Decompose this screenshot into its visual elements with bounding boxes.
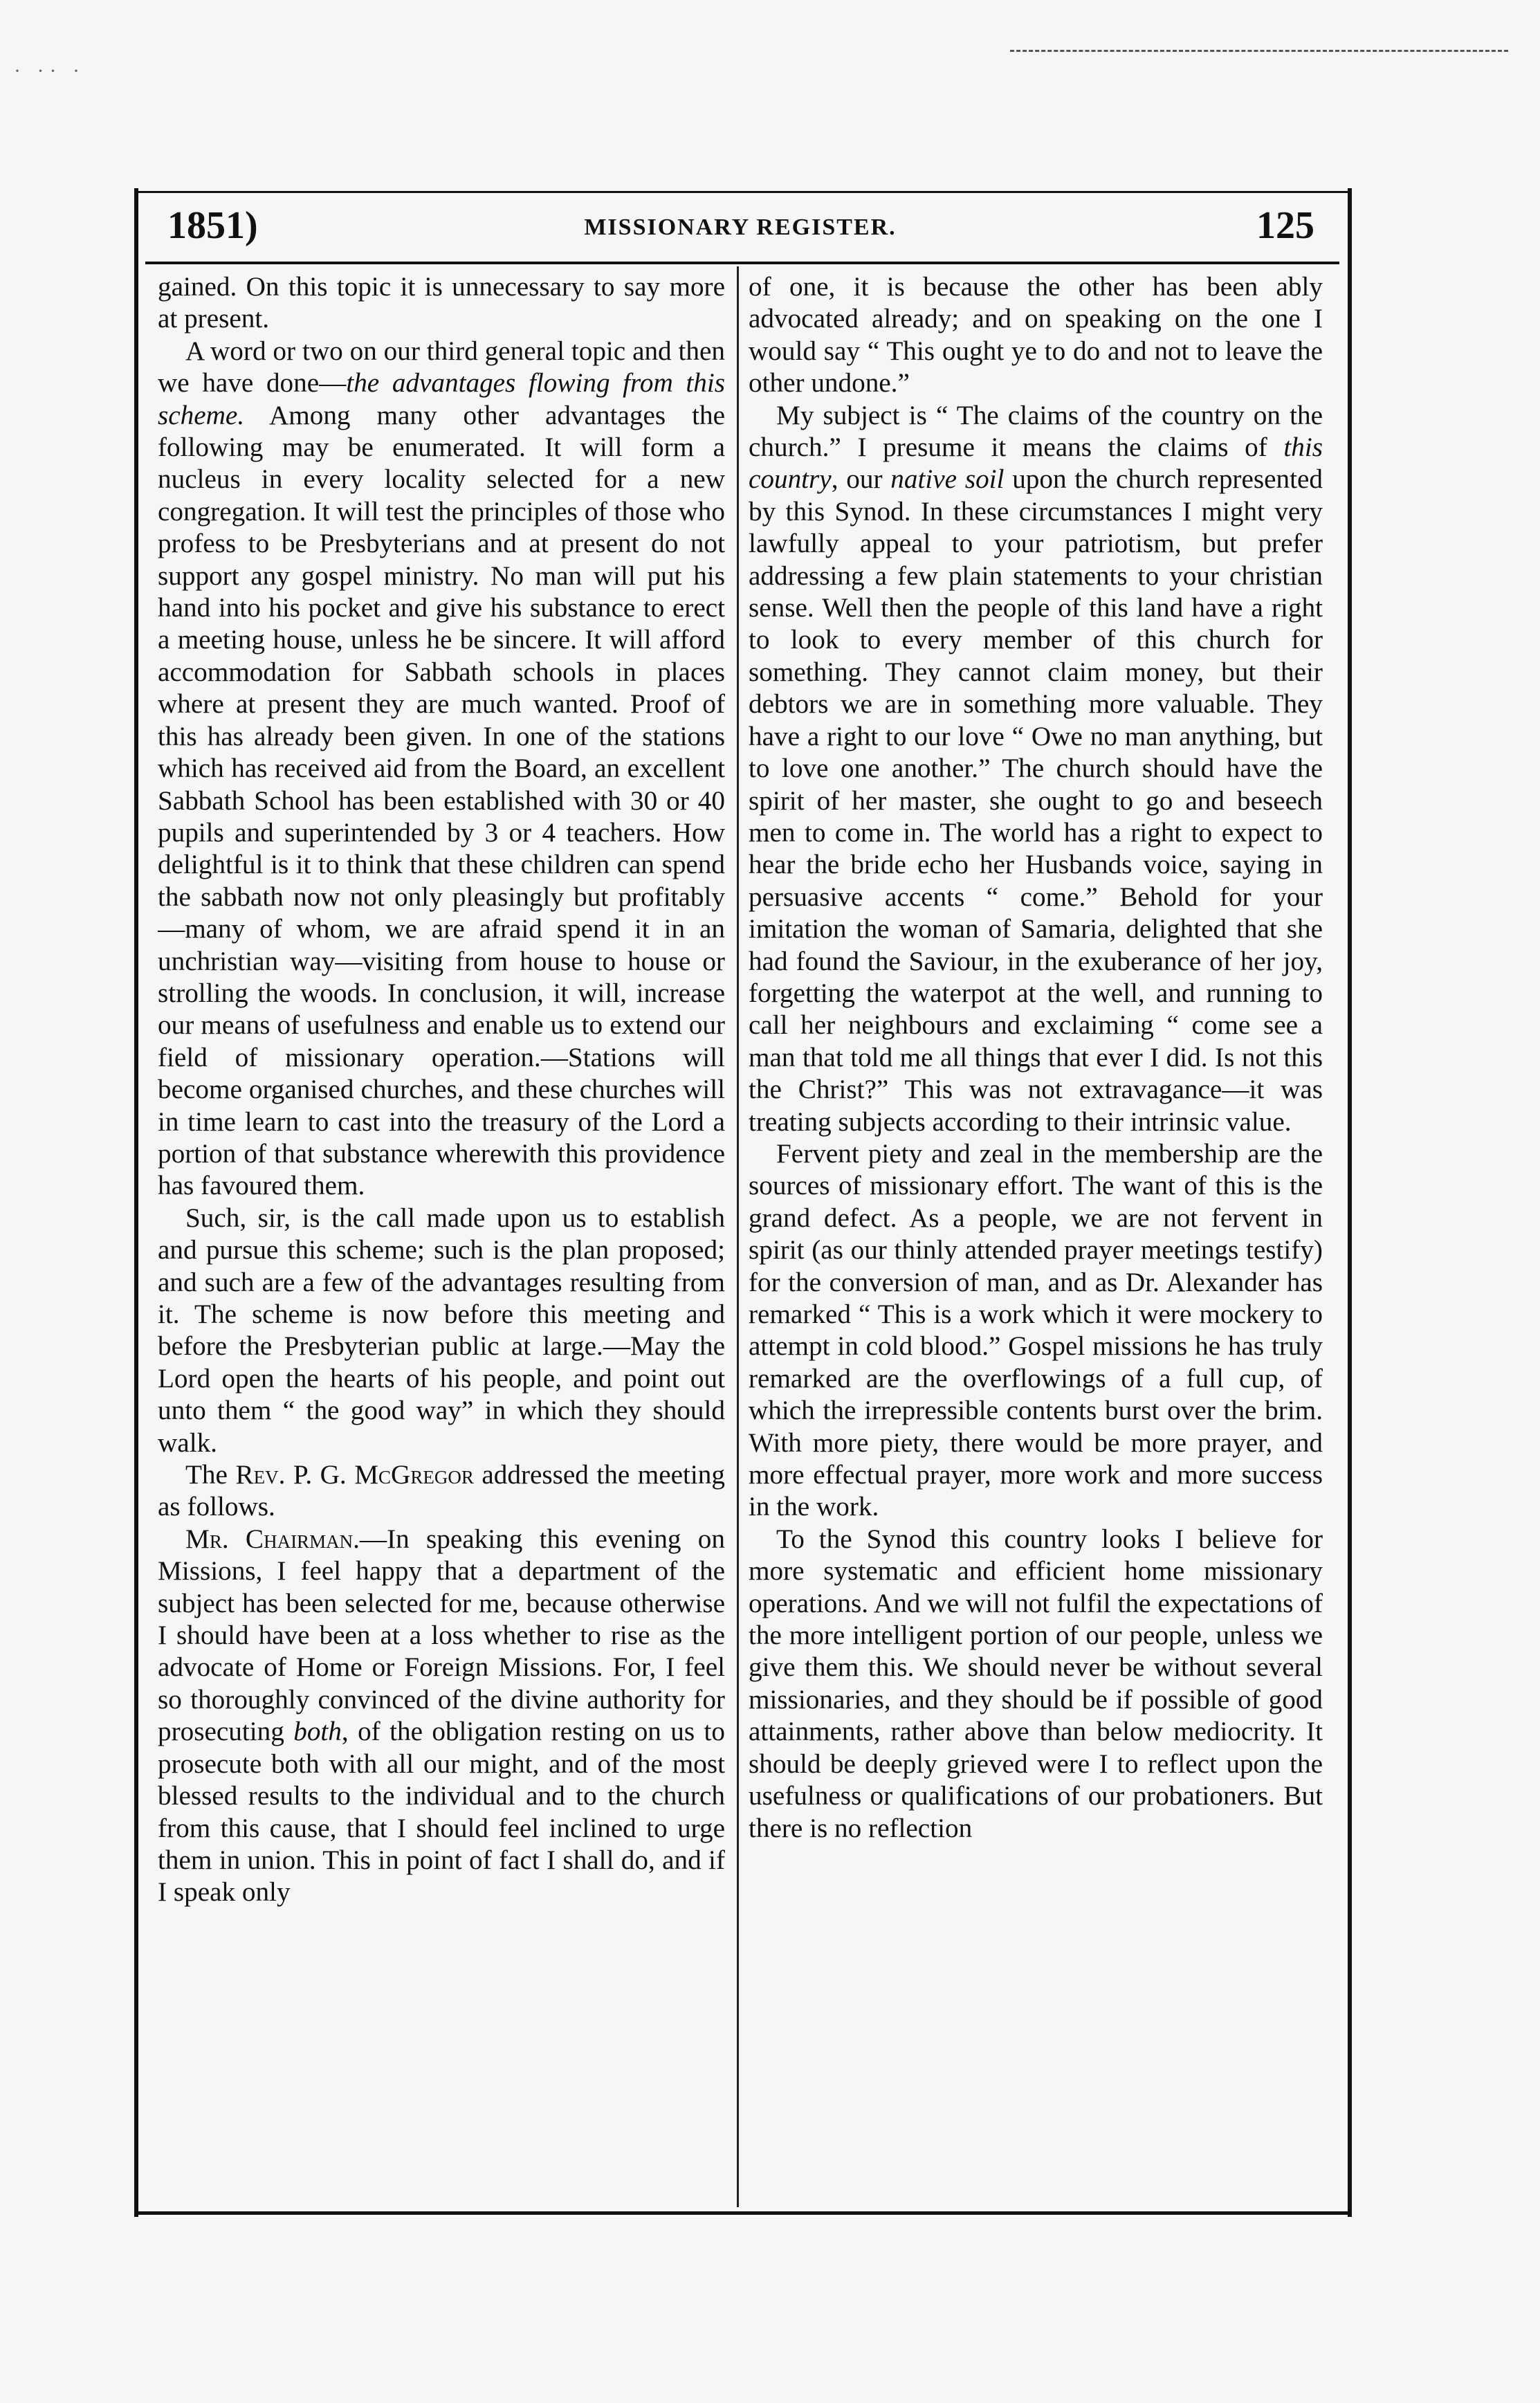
right-column-paragraph: To the Synod this country looks I believe for more systematic and efficient home missionary operations. And we will not fulfil the expectations of the more intelligent portion of our people, unless we give them this. We should never be without several missionaries, and they should be if possible of good attainments, rather above than below mediocrity. It should be deeply grieved were I to reflect upon the usefulness or qualifications of our probationers. But there is no reflection (749, 1524, 1323, 1843)
left-column-paragraph: Such, sir, is the call made upon us to establish and pursue this scheme; such is the plan proposed; and such are a few of the advantages resulting from it. The scheme is now before this meeting and before the Presbyterian public at large.—May the Lord open the hearts of his people, and point out unto them “ the good way” in which they should walk. (158, 1203, 725, 1458)
page-number: 125 (1256, 204, 1314, 247)
frame-top-rule (134, 191, 1350, 193)
left-column-paragraph: gained. On this topic it is unnecessary to say more at present. (158, 272, 725, 334)
right-column (749, 271, 1323, 2209)
header-rule (145, 262, 1339, 264)
column-divider (737, 266, 739, 2207)
right-column-paragraph: Fervent piety and zeal in the membership are the sources of missionary effort. The want of this is the grand defect. As a people, we are not fervent in spirit (as our thinly attended prayer meetings testify) for the conversion of man, and as Dr. Alexander has remarked “ This is a work which it were mockery to attempt in cold blood.” Gospel missions he has truly remarked are the overflowings of a full cup, of which the irrepressible contents burst over the brim. With more piety, there would be more prayer, and more effectual prayer, more work and more success in the work. (749, 1138, 1323, 1522)
left-column-paragraph: The Rev. P. G. McGregor addressed the meeting as follows. (158, 1460, 725, 1522)
running-header (159, 203, 1321, 252)
header-title: MISSIONARY REGISTER. (584, 214, 897, 240)
left-column-paragraph: Mr. Chairman.—In speaking this evening on Missions, I feel happy that a department of the subject has been selected for me, because otherwise I should have been at a loss whether to rise as the advocate of Home or Foreign Missions. For, I feel so thoroughly convinced of the divine authority for prosecuting both, of the obligation resting on us to prosecute both with all our might, and of the most blessed results to the individual and to the church from this cause, that I should feel inclined to urge them in union. This in point of fact I shall do, and if I speak only (158, 1524, 725, 1908)
scan-dashes (1010, 50, 1508, 59)
frame-bottom-rule (134, 2211, 1350, 2215)
right-column-paragraph: My subject is “ The claims of the country on the church.” I presume it means the claims of this country, our native soil upon the church represented by this Synod. In these circumstances I might very lawfully appeal to your patriotism, but prefer addressing a few plain statements to your christian sense. Well then the people of this land have a right to look to every member of this church for something. They cannot claim money, but their debtors we are in something more valuable. They have a right to our love “ Owe no man anything, but to love one another.” The church should have the spirit of her master, she ought to go and beseech men to come in. The world has a right to expect to hear the bride echo her Husbands voice, saying in persuasive accents “ come.” Behold for your imitation the woman of Samaria, delighted that she had found the Saviour, in the exuberance of her joy, forgetting the waterpot at the well, and running to call her neighbours and exclaiming “ come see a man that told me all things that ever I did. Is not this the Christ?” This was not extravagance—it was treating subjects according to their intrinsic value. (749, 400, 1323, 1137)
header-year: 1851) (167, 204, 258, 247)
left-column (158, 271, 725, 2209)
scan-specks: · ·· · (14, 60, 85, 82)
left-column-paragraph: A word or two on our third general topic and then we have done—the advantages flowing from this scheme. Among many other advantages the following may be enumerated. It will form a nucleus in every locality selected for a new congregation. It will test the principles of those who profess to be Presbyterians and at present do not support any gospel ministry. No man will put his hand into his pocket and give his substance to erect a meeting house, unless he be sincere. It will afford accommodation for Sabbath schools in places where at present they are much wanted. Proof of this has already been given. In one of the stations which has received aid from the Board, an excellent Sabbath School has been established with 30 or 40 pupils and superintended by 3 or 4 teachers. How delightful is it to think that these children can spend the sabbath now not only pleasingly but profitably—many of whom, we are afraid spend it in an unchristian way—visiting from house to house or strolling the woods. In conclusion, it will, increase our means of usefulness and enable us to extend our field of missionary operation.—Stations will become organised churches, and these churches will in time learn to cast into the treasury of the Lord a portion of that substance wherewith this providence has favoured them. (158, 336, 725, 1201)
right-column-paragraph: of one, it is because the other has been ably advocated already; and on speaking on the one I would say “ This ought ye to do and not to leave the other undone.” (749, 272, 1323, 399)
